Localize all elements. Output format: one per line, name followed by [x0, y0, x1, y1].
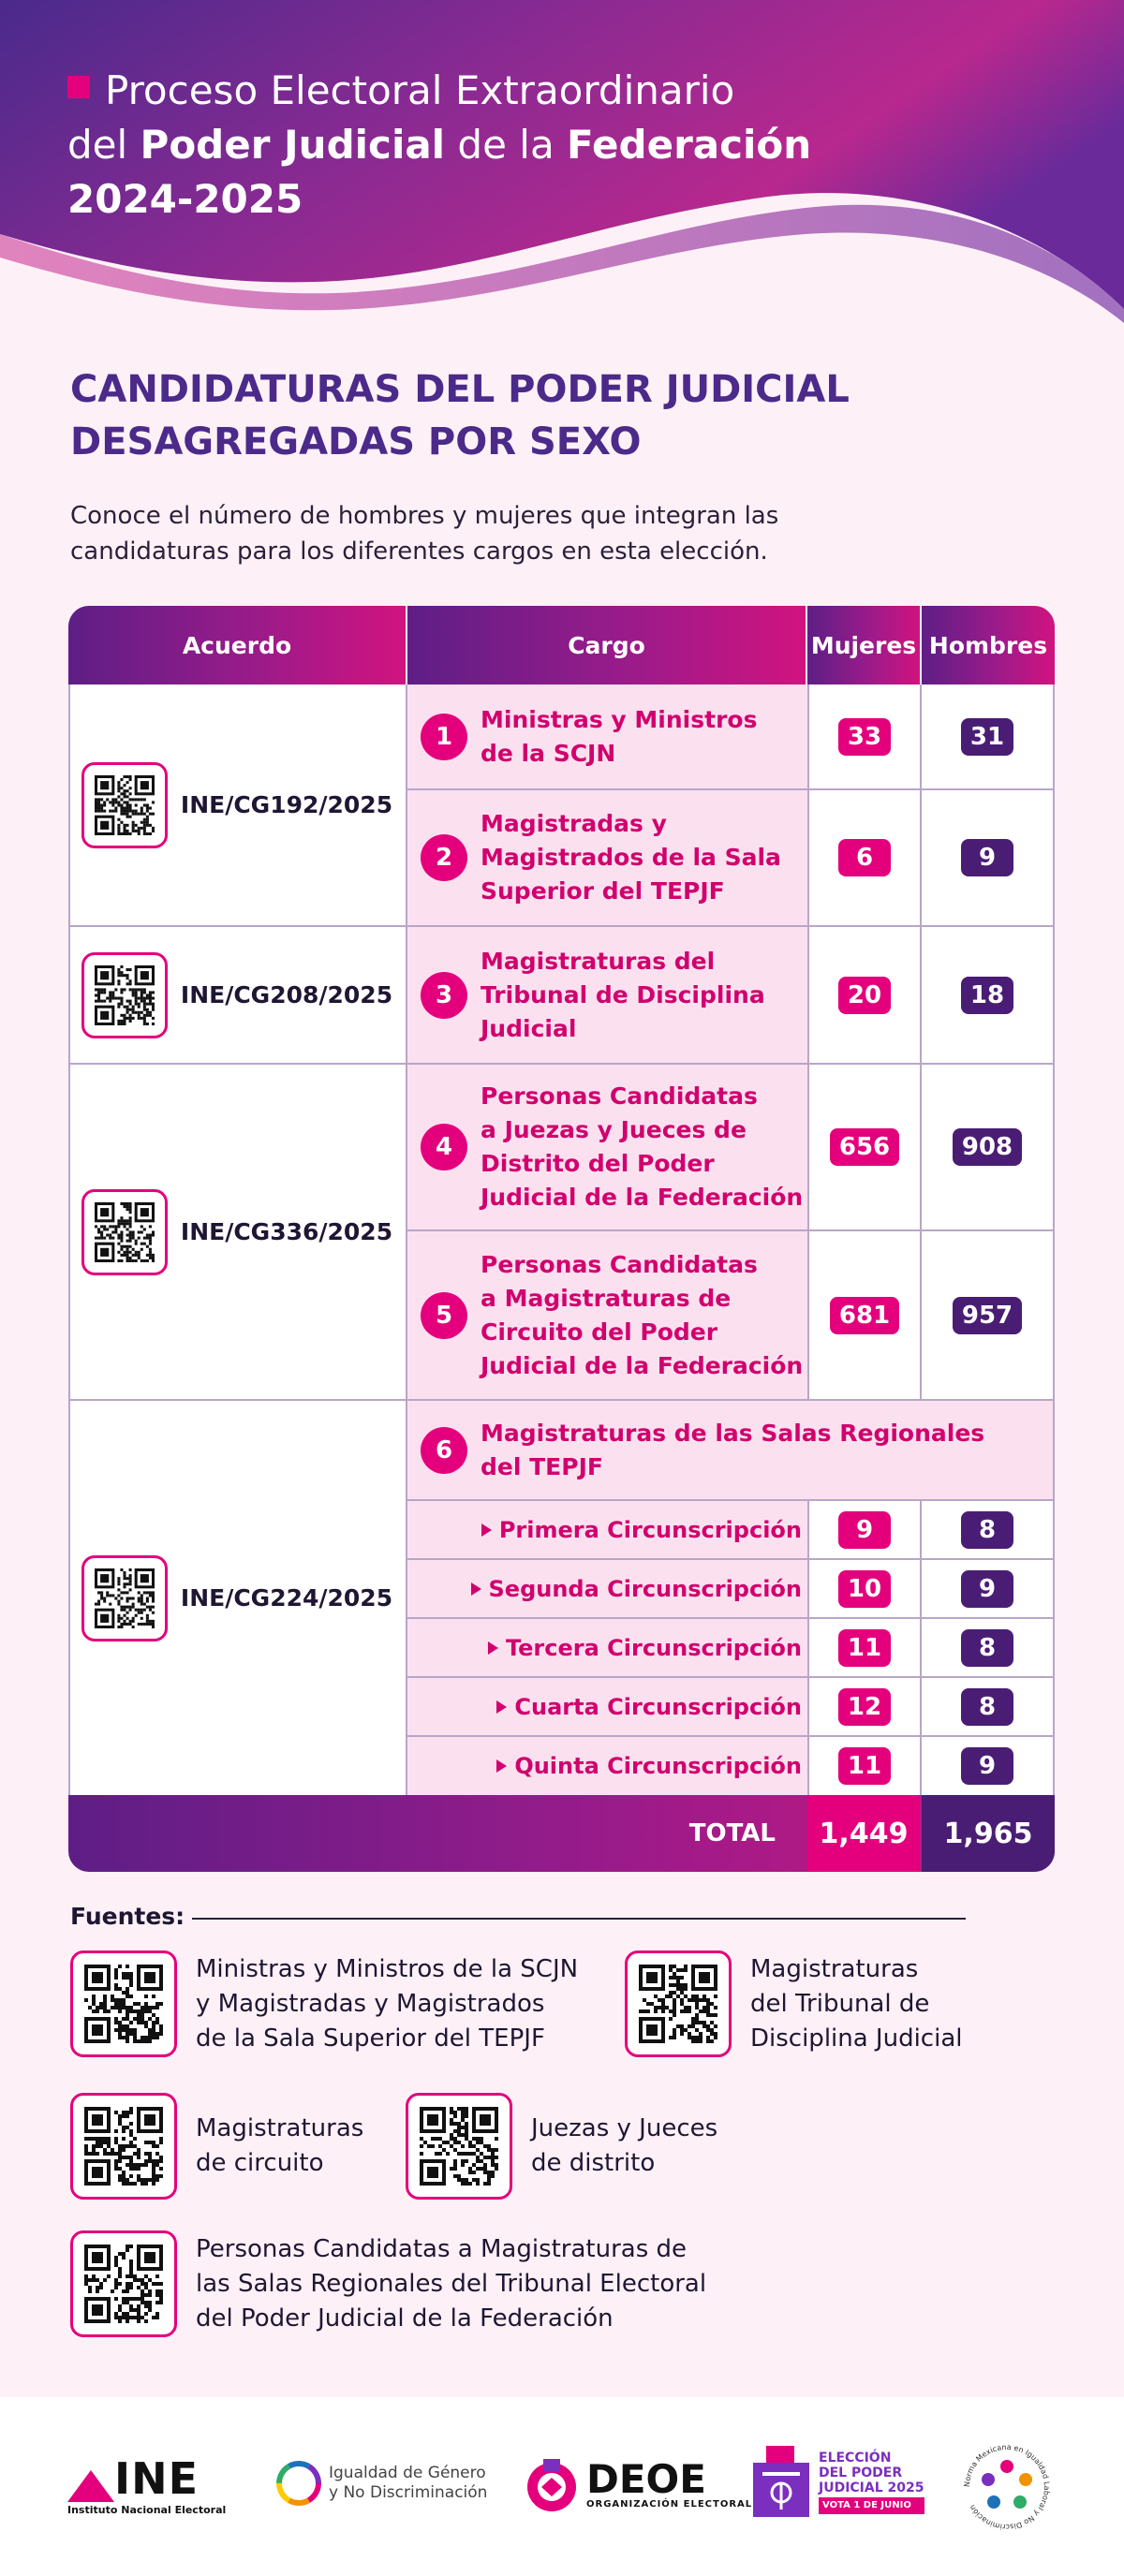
triangle-bullet-icon [481, 1524, 492, 1537]
header-title-line2-bold1: Poder Judicial [140, 122, 446, 168]
total-hombres: 1,965 [922, 1795, 1055, 1872]
cargo-line: a Magistraturas de [481, 1284, 732, 1312]
candidaturas-table [68, 606, 1055, 1872]
hombres-cell [922, 927, 1053, 1063]
source-text [196, 1952, 578, 2056]
hombres-cell [922, 1560, 1053, 1617]
header-title-line2-pre: del [67, 122, 140, 168]
cargo-line: a Juezas y Jueces de [481, 1116, 747, 1143]
source-line: Magistraturas [750, 1954, 919, 1983]
qr-pattern [95, 1568, 155, 1628]
igualdad-line: Igualdad de Género [329, 2464, 486, 2482]
cargo-number: 1 [421, 714, 467, 760]
qr-pattern [95, 775, 155, 835]
acuerdo-cell [68, 684, 406, 925]
hombres-cell [922, 790, 1053, 925]
mujeres-cell [809, 1737, 920, 1795]
cargo-name [481, 1248, 803, 1383]
acuerdo-code: INE/CG208/2025 [180, 981, 393, 1008]
footer-logos [0, 2397, 1124, 2576]
cargo-cell [407, 790, 807, 925]
cargo-number: 6 [421, 1427, 467, 1474]
cargo-line: Tribunal de Disciplina [481, 980, 765, 1008]
ballot-box-icon [749, 2444, 813, 2521]
cargo-name [481, 1417, 984, 1484]
mujeres-cell [809, 1501, 920, 1558]
intro-line1: Conoce el número de hombres y mujeres que integran las [70, 502, 779, 530]
source-text [196, 2112, 363, 2181]
eleccion-line: DEL PODER [819, 2466, 903, 2480]
cargo-line: Personas Candidatas [481, 1250, 758, 1278]
total-row [68, 1795, 1055, 1872]
ine-wordmark: INE [114, 2453, 200, 2504]
mujeres-cell [809, 684, 920, 788]
subrow-label [407, 1619, 807, 1676]
subrow-label-text: Cuarta Circunscripción [514, 1693, 802, 1720]
source-line: del Tribunal de [750, 1989, 930, 2018]
hombres-cell [922, 1231, 1053, 1399]
cargo-number: 2 [421, 834, 467, 881]
subrow-label-text: Quinta Circunscripción [514, 1753, 802, 1779]
fuentes-title: Fuentes: [70, 1903, 185, 1930]
source-line: y Magistradas y Magistrados [196, 1989, 545, 2018]
cargo-line: Circuito del Poder [481, 1317, 718, 1346]
qr-code-icon[interactable] [81, 762, 168, 848]
hombres-value: 18 [961, 977, 1013, 1014]
rainbow-ring-icon [274, 2459, 323, 2508]
ine-subtitle: Instituto Nacional Electoral [67, 2504, 227, 2516]
hombres-cell [922, 1678, 1053, 1735]
triangle-bullet-icon [496, 1700, 507, 1714]
eleccion-text [819, 2451, 924, 2514]
source-line: Personas Candidatas a Magistraturas de [196, 2234, 688, 2263]
source-line: Juezas y Jueces [531, 2114, 718, 2142]
hombres-value: 957 [953, 1297, 1022, 1334]
header-title-line3: 2024-2025 [67, 176, 303, 222]
deoe-logo [521, 2453, 752, 2515]
qr-code-icon[interactable] [70, 2093, 177, 2200]
intro-line2: candidaturas para los diferentes cargos en esta elección. [70, 537, 768, 566]
mujeres-value: 12 [838, 1688, 891, 1726]
hombres-value: 8 [961, 1511, 1013, 1549]
norma-logo [958, 2438, 1056, 2536]
cargo-name [481, 807, 781, 908]
deoe-subtitle: ORGANIZACIÓN ELECTORAL [586, 2498, 753, 2510]
cargo-name [481, 1080, 803, 1214]
cargo-cell [407, 684, 807, 788]
cargo-name [481, 703, 757, 771]
acuerdo-cell [68, 927, 406, 1063]
qr-pattern [84, 2245, 163, 2323]
cargo-line: Magistradas y [481, 810, 667, 837]
deoe-wordmark: DEOE [586, 2455, 706, 2502]
hombres-cell [922, 1065, 1053, 1229]
qr-pattern [95, 965, 155, 1025]
qr-pattern [84, 2107, 163, 2186]
header-acuerdo: Acuerdo [68, 606, 406, 684]
mujeres-value: 20 [838, 977, 891, 1014]
source-text [531, 2112, 717, 2181]
mujeres-cell [809, 1231, 920, 1399]
source-line: Ministras y Ministros de la SCJN [196, 1954, 579, 1983]
hombres-cell [922, 1619, 1053, 1676]
triangle-bullet-icon [496, 1759, 507, 1773]
cargo-line: de la SCJN [481, 739, 616, 767]
igualdad-line: y No Discriminación [329, 2483, 488, 2502]
qr-code-icon[interactable] [70, 1950, 177, 2057]
subrow-label [407, 1560, 807, 1617]
mujeres-cell [809, 790, 920, 925]
ine-logo [67, 2453, 226, 2516]
header-title-line1: Proceso Electoral Extraordinario [105, 67, 735, 113]
hombres-cell [922, 684, 1053, 788]
hombres-value: 9 [961, 1747, 1013, 1785]
hombres-value: 31 [961, 718, 1013, 756]
hombres-value: 8 [961, 1629, 1013, 1667]
qr-code-icon[interactable] [81, 1555, 168, 1641]
source-line: de circuito [196, 2149, 324, 2177]
acuerdo-cell [68, 1401, 406, 1795]
cargo-number: 4 [421, 1124, 467, 1170]
cargo-name [481, 945, 765, 1046]
subrow-label-text: Segunda Circunscripción [488, 1575, 802, 1602]
cargo-line: Distrito del Poder [481, 1150, 715, 1177]
triangle-bullet-icon [471, 1582, 481, 1596]
mujeres-value: 6 [838, 839, 891, 876]
subrow-label [407, 1678, 807, 1735]
acuerdo-cell [68, 1065, 406, 1399]
cargo-number: 3 [421, 972, 467, 1019]
cargo-line: Judicial de la Federación [481, 1351, 804, 1379]
cargo-line: Magistraturas de las Salas Regionales [481, 1419, 985, 1447]
source-item [625, 1950, 962, 2057]
ine-triangle-icon [67, 2466, 114, 2504]
acuerdo-code: INE/CG336/2025 [180, 1218, 393, 1245]
qr-code-icon[interactable] [81, 1189, 168, 1275]
header-title [67, 64, 1004, 227]
cargo-line: Superior del TEPJF [481, 877, 725, 905]
page-title [70, 363, 1063, 468]
acuerdo-code: INE/CG224/2025 [180, 1584, 393, 1612]
mujeres-value: 33 [838, 718, 891, 756]
svg-text:Norma Mexicana en Igualdad Lab [963, 2443, 1051, 2531]
source-item [70, 2093, 363, 2200]
header-title-line2-mid: de la [445, 122, 568, 168]
source-line: de la Sala Superior del TEPJF [196, 2024, 545, 2053]
igualdad-logo [274, 2459, 487, 2508]
qr-code-icon[interactable] [625, 1950, 732, 2057]
header-cargo: Cargo [407, 606, 806, 684]
intro-text [70, 498, 1063, 569]
source-item [70, 1950, 578, 2057]
hombres-value: 9 [961, 1570, 1013, 1608]
header-title-line2-bold2: Federación [567, 122, 812, 168]
deoe-emblem-icon [521, 2453, 583, 2515]
header-hombres: Hombres [922, 606, 1055, 684]
source-line: las Salas Regionales del Tribunal Electoral [196, 2269, 707, 2298]
eleccion-line: JUDICIAL 2025 [819, 2480, 924, 2495]
cargo-cell [407, 1231, 807, 1399]
cargo-line: Magistrados de la Sala [481, 844, 781, 871]
mujeres-value: 11 [838, 1747, 891, 1785]
mujeres-value: 11 [838, 1629, 891, 1667]
grid-line [1053, 684, 1055, 1795]
cargo-number: 5 [421, 1292, 467, 1339]
source-line: del Poder Judicial de la Federación [196, 2304, 614, 2333]
cargo-line: Ministras y Ministros [481, 705, 758, 733]
cargo-line: Judicial [481, 1014, 577, 1042]
cargo-cell [407, 927, 807, 1063]
page-title-line1: CANDIDATURAS DEL PODER JUDICIAL [70, 368, 850, 411]
qr-pattern [95, 1202, 155, 1262]
cargo-line: del TEPJF [481, 1452, 603, 1480]
qr-pattern [639, 1965, 717, 2043]
hombres-value: 9 [961, 839, 1013, 876]
hombres-value: 8 [961, 1688, 1013, 1726]
source-item [70, 2230, 706, 2337]
source-line: de distrito [531, 2149, 656, 2177]
acuerdo-code: INE/CG192/2025 [180, 791, 393, 818]
source-line: Magistraturas [196, 2114, 364, 2142]
hombres-cell [922, 1737, 1053, 1795]
total-label: TOTAL [688, 1819, 776, 1847]
mujeres-value: 10 [838, 1570, 891, 1608]
hombres-cell [922, 1501, 1053, 1558]
mujeres-value: 9 [838, 1511, 891, 1549]
qr-code-icon[interactable] [81, 952, 168, 1038]
cargo-line: Judicial de la Federación [481, 1184, 804, 1211]
norma-seal-text: Norma Mexicana en Igualdad Laboral y No Discriminación [962, 2442, 1052, 2532]
fuentes-divider [192, 1918, 966, 1920]
mujeres-cell [809, 1065, 920, 1229]
cargo-line: Magistraturas del [481, 947, 716, 975]
source-text [196, 2232, 706, 2336]
eleccion-line: ELECCIÓN [819, 2451, 892, 2466]
subrow-label [407, 1501, 807, 1558]
qr-pattern [420, 2107, 498, 2186]
square-bullet-icon [67, 76, 90, 98]
mujeres-cell [809, 1619, 920, 1676]
cargo-cell [407, 1401, 1055, 1499]
qr-pattern [84, 1965, 163, 2043]
eleccion-logo [749, 2444, 924, 2521]
igualdad-text [329, 2464, 487, 2503]
mujeres-value: 681 [830, 1297, 899, 1334]
mujeres-cell [809, 1560, 920, 1617]
qr-code-icon[interactable] [406, 2093, 512, 2200]
total-mujeres: 1,449 [807, 1795, 920, 1872]
source-line: Disciplina Judicial [750, 2024, 963, 2053]
cargo-line: Personas Candidatas [481, 1082, 758, 1110]
header-banner [0, 0, 1124, 337]
source-item [406, 2093, 717, 2200]
page-title-line2: DESAGREGADAS POR SEXO [70, 420, 642, 464]
mujeres-cell [809, 927, 920, 1063]
hombres-value: 908 [953, 1128, 1022, 1166]
qr-code-icon[interactable] [70, 2230, 177, 2337]
norma-seal-icon [958, 2438, 1056, 2536]
mujeres-value: 656 [830, 1128, 899, 1166]
subrow-label-text: Primera Circunscripción [498, 1516, 802, 1543]
source-text [750, 1952, 962, 2056]
triangle-bullet-icon [488, 1641, 498, 1655]
subrow-label [407, 1737, 807, 1795]
mujeres-cell [809, 1678, 920, 1735]
header-mujeres: Mujeres [807, 606, 920, 684]
subrow-label-text: Tercera Circunscripción [505, 1634, 802, 1661]
eleccion-date: VOTA 1 DE JUNIO [819, 2497, 924, 2514]
cargo-cell [407, 1065, 807, 1229]
